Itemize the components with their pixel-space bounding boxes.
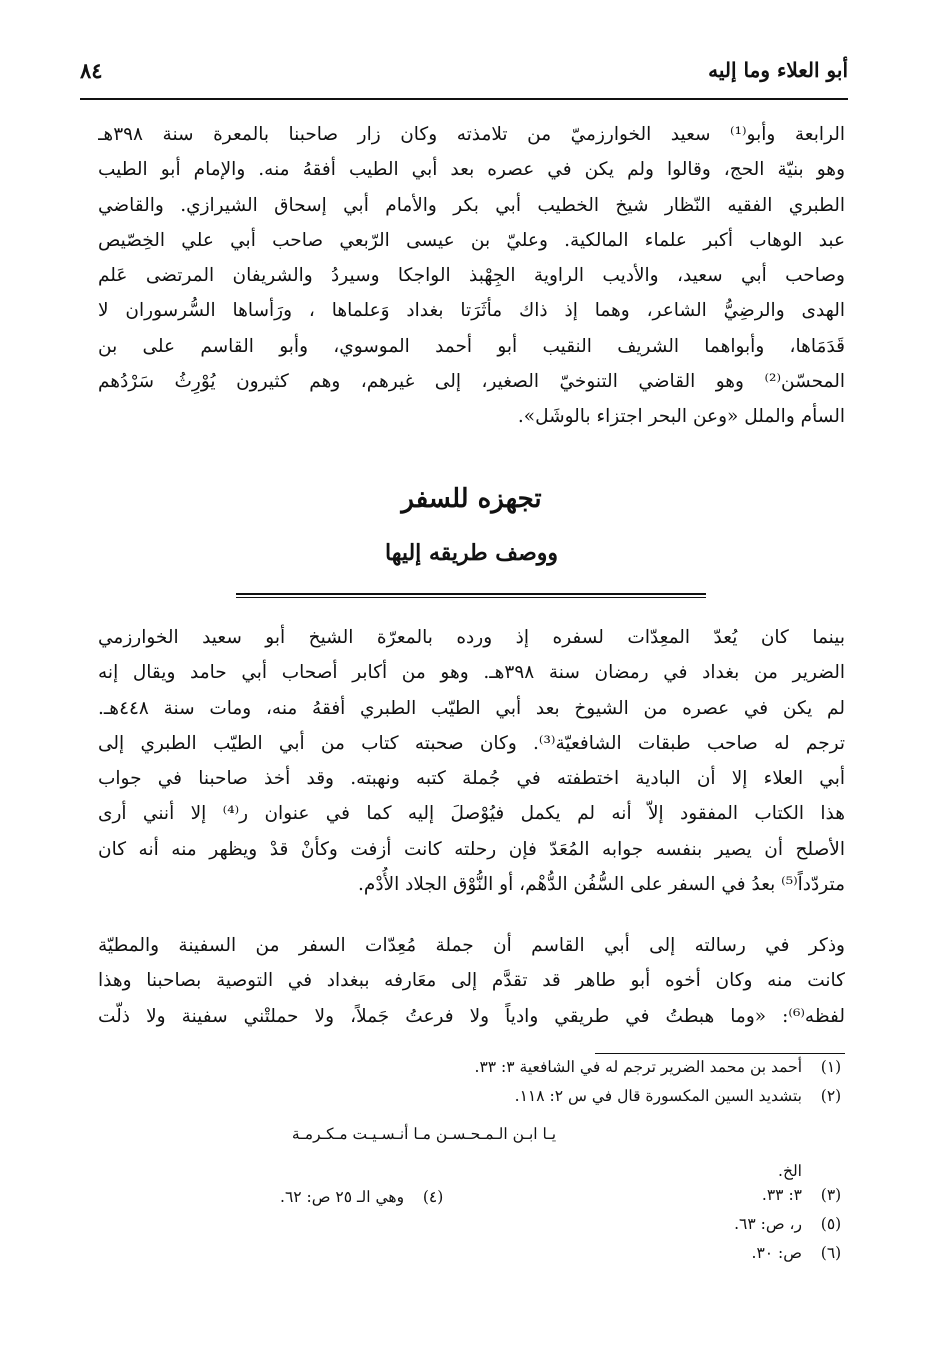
paragraph-1 (98, 117, 845, 435)
footnote-text: أحمد بن محمد الضرير ترجم له في الشافعية ٣: ٣٣. (474, 1058, 802, 1076)
footnote-number: (٦) (820, 1244, 842, 1262)
text-line: وهو بنيّة الحج، وقالوا ولم يكن في عصره بعد أبي الطيب أفقهُ منه. والإمام أبو الطيب (98, 159, 845, 181)
text-line: الرابعة وأبو⁽¹⁾ سعيد الخوارزميّ من تلامذته وكان زار صاحبنا بالمعرة سنة ٣٩٨هـ (98, 124, 845, 145)
footnote-text: ٣: ٣٣. (761, 1186, 802, 1204)
text-line: الطبري الفقيه النّظار شيخ الخطيب أبي بكر والأمام أبي إسحاق الشيرازي. والقاضي (98, 194, 845, 216)
footnote-3 (762, 1186, 848, 1204)
footnote-number: (٢) (820, 1087, 842, 1105)
text-line: متردّداً⁽⁵⁾ بعدُ في السفر على السُّفُن الدُّهْم، أو النُّوْق الجلاد الأُدْم. (358, 874, 845, 896)
running-title: أبو العلاء وما إليه (708, 58, 848, 82)
footnote-divider (595, 1053, 845, 1054)
verse-line: يـا ابـن الـمـحـسـن مـا أنـسـيـت مـكـرمـة (291, 1125, 557, 1143)
footnote-4 (280, 1188, 450, 1206)
text-line: الهدى والرضِيُّ الشاعر، وهما إذ ذاك مأثَرَتا بغداد وَعلماها ، ورَأساها السُّرسوران لا (98, 300, 845, 322)
footnote-6 (752, 1244, 848, 1262)
footnote-number: (٣) (820, 1186, 842, 1204)
footnote-text: وهي الـ ٢٥ ص: ٦٢. (280, 1188, 405, 1206)
footnote-text: ر، ص: ٦٣. (734, 1215, 802, 1233)
footnote-number: (٤) (422, 1188, 444, 1206)
text-line: هذا الكتاب المفقود إلاّ أنه لم يكمل فيُوْصلَ إليه كما في عنوان ر⁽⁴⁾ إلا أنني أرى (98, 803, 845, 825)
text-line: وصاحب أبي سعيد، والأديب الراوية الجِهْبذ الواجكا وسيردُ والشريفان المرتضى عَلم (98, 265, 845, 287)
text-line: قَدَمَاها، وأبواهما الشريف النقيب أبو أحمد الموسوي، وأبو القاسم على بن (98, 335, 845, 357)
section-heading: تجهزه للسفر (401, 484, 542, 514)
footnote-2 (515, 1087, 848, 1105)
text-line: الضرير من بغداد في رمضان سنة ٣٩٨هـ. وهو من أكابر أصحاب أبي حامد ويقال إنه (98, 662, 845, 684)
text-line: المحسّن⁽²⁾ وهو القاضي التنوخيّ الصغير، إلى غيرهم، وهم كثيرون يُوْرِثُ سَرْدُهم (98, 371, 845, 393)
footnote-1 (475, 1058, 848, 1076)
text-line: السأم والملل «وعن البحر اجتزاء بالوشَل». (517, 406, 845, 428)
text-line: أبي العلاء إلا أن البادية اختطفته في جُملة كتبه ونهبته. وقد أخذ صاحبنا في جواب (98, 768, 845, 790)
text-line: عبد الوهاب أكبر علماء المالكية. وعليّ بن عيسى الرّبعي صاحب أبي علي الخِصّيص (98, 229, 845, 251)
text-line: لم يكن في عصره من الشيوخ بعد أبي الطيّب الطبري أفقهُ منه، ومات سنة ٤٤٨هـ. (98, 697, 845, 719)
text-line: وذكر في رسالته إلى أبي القاسم أن جملة مُعِدّات السفر من السفينة والمطيّة (98, 935, 845, 956)
section-divider (236, 593, 706, 595)
verse-continuation: الخ. (778, 1162, 802, 1180)
page-header (80, 58, 848, 96)
header-divider (80, 98, 848, 100)
footnote-number: (٥) (820, 1215, 842, 1233)
text-line: كانت منه وكان أخوه أبو طاهر قد تقدَّم إلى معَارفه ببغداد في التوصية بصاحبنا وهذا (98, 970, 845, 992)
text-line: لفظه⁽⁶⁾: «وما هبطتُ في طريقي وادياً ولا فرعتُ جَملاً، ولا حملتْني سفينة ولا ذلّت (98, 1005, 845, 1027)
text-line: بينما كان يُعدّ المعِدّات لسفره إذ ورده بالمعرّة الشيخ أبو سعيد الخوارزمي (98, 627, 845, 648)
page-number: ٨٤ (80, 58, 103, 83)
footnote-text: بتشديد السين المكسورة قال في س ٢: ١١٨. (514, 1087, 802, 1105)
footnote-5 (734, 1215, 848, 1233)
footnote-verse-cont (778, 1162, 848, 1180)
section-divider-thin (236, 597, 706, 598)
text-line: ترجم له صاحب طبقات الشافعيّة⁽³⁾. وكان صحبته كتاب من أبي الطيّب الطبري إلى (98, 732, 845, 754)
footnote-text: ص: ٣٠. (751, 1244, 802, 1262)
text-line: الأصلح أن يصير بنفسه جوابه المُعَدّ فإن رحلته كانت أزفت وكأنْ قدْ ويظهر منه أنه كان (98, 838, 845, 860)
footnote-number: (١) (820, 1058, 842, 1076)
paragraph-3 (98, 928, 845, 1034)
paragraph-2 (98, 620, 845, 902)
section-subheading: ووصف طريقه إليها (384, 540, 558, 566)
